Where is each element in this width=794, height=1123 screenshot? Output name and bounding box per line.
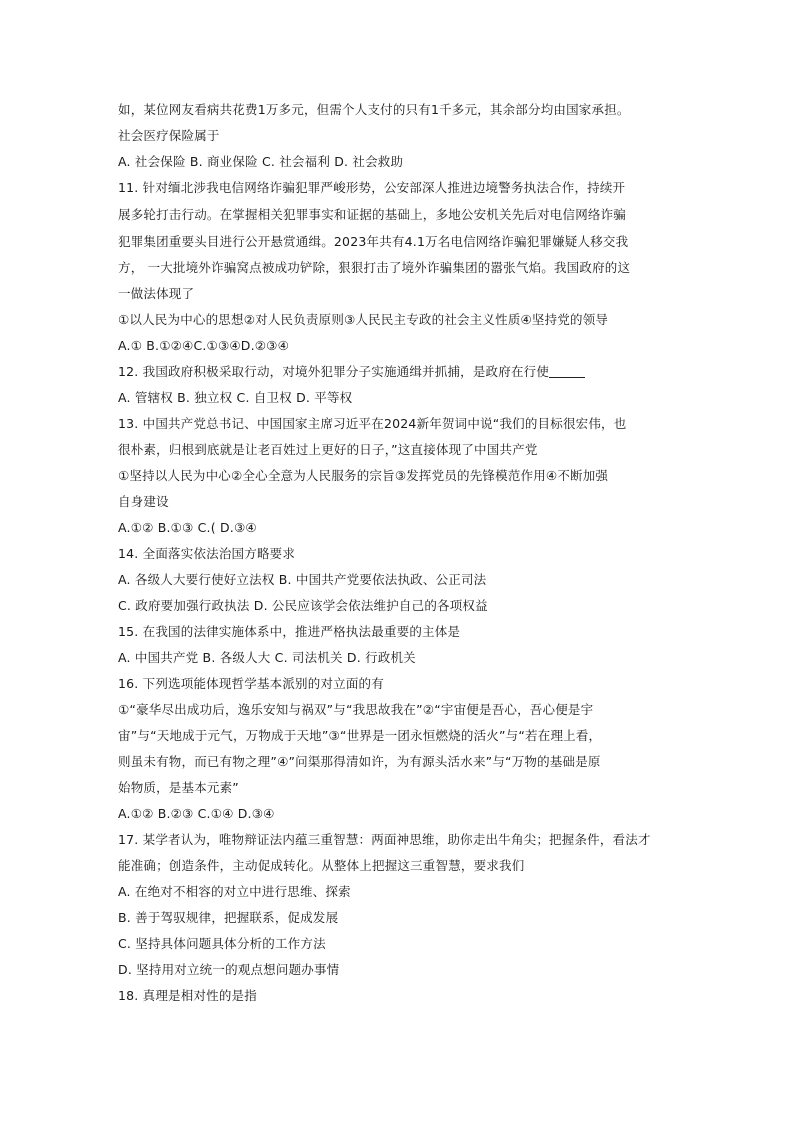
text-line: 社会医疗保险属于 bbox=[118, 128, 220, 143]
options-line: A.①② B.②③ C.①④ D.③④ bbox=[118, 806, 275, 821]
text-line: 很朴素，归根到底就是让老百姓过上更好的日子，”这直接体现了中国共产党 bbox=[118, 442, 538, 457]
text-line: 则虽未有物，而已有物之理”④”问渠那得清如许，为有源头活水来”与“万物的基础是原 bbox=[118, 754, 601, 769]
options-line: A. 管辖权 B. 独立权 C. 自卫权 D. 平等权 bbox=[118, 390, 353, 405]
option-b: B. 善于驾驭规律，把握联系，促成发展 bbox=[118, 910, 339, 925]
text-line: 始物质，是基本元素” bbox=[118, 780, 239, 795]
question-16: 16. 下列选项能体现哲学基本派别的对立面的有 bbox=[118, 676, 384, 691]
text-line: 自身建设 bbox=[118, 494, 169, 509]
choices-line: ①以人民为中心的思想②对人民负责原则③人民民主专政的社会主义性质④坚持党的领导 bbox=[118, 312, 609, 327]
option-d: D. 坚持用对立统一的观点想问题办事情 bbox=[118, 962, 340, 977]
option-a: A. 在绝对不相容的对立中进行思维、探索 bbox=[118, 884, 351, 899]
options-line: A. 各级人大要行使好立法权 B. 中国共产党要依法执政、公正司法 bbox=[118, 572, 487, 587]
question-13: 13. 中国共产党总书记、中国国家主席习近平在2024新年贺词中说“我们的目标很宏伟，也 bbox=[118, 416, 627, 431]
options-line: A.①② B.①③ C.( D.③④ bbox=[118, 520, 257, 535]
text-line: 能准确；创造条件，主动促成转化。从整体上把握这三重智慧，要求我们 bbox=[118, 858, 525, 873]
text-line: ①“豪华尽出成功后，逸乐安知与祸双”与“我思故我在”②“宇宙便是吾心，吾心便是宇 bbox=[118, 702, 594, 717]
options-line: A. 社会保险 B. 商业保险 C. 社会福利 D. 社会救助 bbox=[118, 154, 404, 169]
answer-blank bbox=[549, 365, 585, 378]
question-17: 17. 某学者认为，唯物辩证法内蕴三重智慧：两面神思维，助你走出牛角尖；把握条件，看法才 bbox=[118, 832, 651, 847]
question-15: 15. 在我国的法律实施体系中，推进严格执法最重要的主体是 bbox=[118, 624, 461, 639]
question-12 bbox=[118, 364, 585, 380]
text-line: 方， 一大批境外诈骗窝点被成功铲除，狠狠打击了境外诈骗集团的嚣张气焰。我国政府的这 bbox=[118, 260, 631, 275]
question-11: 11. 针对缅北涉我电信网络诈骗犯罪严峻形势，公安部深人推进边境警务执法合作，持续开 bbox=[118, 180, 626, 195]
option-c: C. 坚持具体问题具体分析的工作方法 bbox=[118, 936, 326, 951]
options-line: A. 中国共产党 B. 各级人大 C. 司法机关 D. 行政机关 bbox=[118, 650, 416, 665]
question-14: 14. 全面落实依法治国方略要求 bbox=[118, 546, 296, 561]
options-line: C. 政府要加强行政执法 D. 公民应该学会依法维护自己的各项权益 bbox=[118, 598, 488, 613]
text-line: 一做法体现了 bbox=[118, 286, 195, 301]
text-line: 展多轮打击行动。在掌握相关犯罪事实和证据的基础上，多地公安机关先后对电信网络诈骗 bbox=[118, 207, 627, 222]
text-line: 如，某位网友看病共花费1万多元，但需个人支付的只有1千多元，其余部分均由国家承担。 bbox=[118, 102, 630, 117]
choices-line: ①坚持以人民为中心②全心全意为人民服务的宗旨③发挥党员的先锋模范作用④不断加强 bbox=[118, 468, 609, 483]
options-line: A.① B.①②④C.①③④D.②③④ bbox=[118, 338, 289, 353]
text-line: 宙”与“天地成于元气，万物成于天地”③“世界是一团永恒燃烧的活火”与“若在理上看， bbox=[118, 728, 602, 743]
question-12-text: 12. 我国政府积极采取行动，对境外犯罪分子实施通缉并抓捕，是政府在行使 bbox=[118, 364, 550, 379]
question-18: 18. 真理是相对性的是指 bbox=[118, 988, 257, 1003]
text-line: 犯罪集团重要头目进行公开悬赏通缉。2023年共有4.1万名电信网络诈骗犯罪嫌疑人移交我 bbox=[118, 234, 629, 249]
